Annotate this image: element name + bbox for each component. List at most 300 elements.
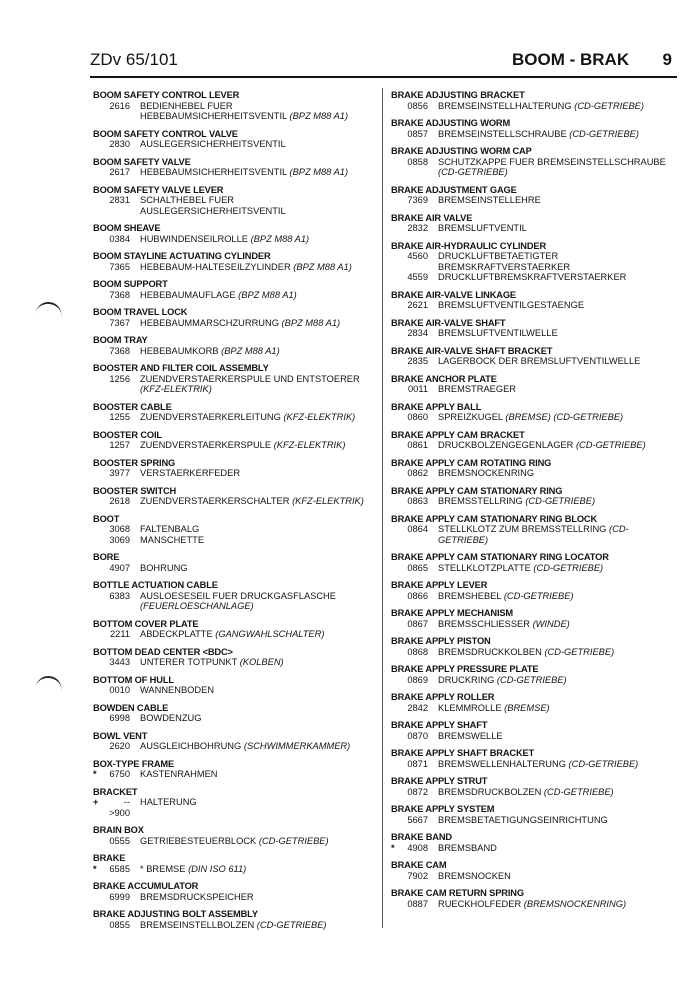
entry-marker [391,703,401,714]
entry-marker [93,892,103,903]
context-note: (KFZ-ELEKTRIK) [292,496,364,507]
page-number: 9 [662,50,672,69]
glossary-entry [391,552,676,573]
glossary-entry [93,909,378,930]
entry-code: 7369 [407,195,428,206]
entry-translation [93,797,378,818]
german-term [438,675,676,686]
entry-term: BOOM SUPPORT [93,279,168,290]
german-text: DRUCKBOLZENGEGENLAGER [438,440,574,451]
german-text: RUECKHOLFEDER [438,898,522,909]
glossary-entry [93,703,378,724]
glossary-entry [93,759,378,780]
entry-code: 7367 [109,317,130,328]
glossary-entry [391,486,676,507]
entry-translation [391,440,676,451]
context-note: (KOLBEN) [239,657,284,668]
german-term [140,234,378,245]
glossary-entry [93,157,378,178]
entry-marker: * [391,842,395,853]
glossary-entry [93,223,378,244]
german-text: ZUENDVERSTAERKERSCHALTER [140,496,290,507]
german-term [140,101,378,122]
entry-term: BOOSTER SWITCH [93,485,177,496]
entry-term: BRAKE APPLY LEVER [391,580,488,591]
entry-term: BORE [93,552,120,563]
entry-code: 2835 [407,356,428,367]
entry-translation [93,657,378,668]
german-text: BREMSEINSTELLSCHRAUBE [438,128,567,139]
entry-code: 0868 [407,646,428,657]
entry-translation [391,412,676,423]
german-text: BREMSEINSTELLEHRE [438,195,541,206]
context-note: (CD-GETRIEBE) [533,562,604,573]
entry-code: 2830 [109,139,130,150]
entry-marker [391,251,401,272]
context-note: (BPZ M88 A1) [289,111,349,122]
glossary-entry [93,335,378,356]
entry-term: BOTTLE ACTUATION CABLE [93,580,218,591]
entry-translation [93,262,378,273]
german-term [140,713,378,724]
entry-code: 0865 [407,562,428,573]
german-term [140,290,378,301]
german-text: DRUCKRING [438,674,495,685]
german-text: AUSLEGERSICHERHEITSVENTIL [140,139,286,150]
context-note: (CD-GETRIEBE) [575,440,646,451]
punch-hole-mark [35,674,63,695]
entry-marker [391,496,401,507]
entry-marker [93,713,103,724]
entry-marker [93,139,103,150]
entry-marker: * [93,769,97,780]
entry-term: BOWL VENT [93,730,148,741]
german-term [438,223,676,234]
entry-code: 3068 [109,524,130,535]
entry-term: BRAKE AIR-VALVE SHAFT [391,317,506,328]
entry-marker [93,741,103,752]
glossary-entry [93,486,378,507]
glossary-entry [391,832,676,853]
entry-translation [93,139,378,150]
german-text: HEBEBAUMAUFLAGE [140,289,236,300]
entry-code: 3069 [109,534,130,545]
german-text: BREMSHEBEL [438,590,502,601]
entry-term: BOOT [93,513,120,524]
glossary-entry [93,731,378,752]
entry-translation [391,223,676,234]
entry-code: 1257 [109,440,130,451]
german-term [438,619,676,630]
entry-term: BOWDEN CABLE [93,702,169,713]
context-note: (CD-GETRIEBE) [438,167,508,178]
german-text: STELLKLOTZPLATTE [438,562,531,573]
glossary-entry [391,860,676,881]
context-note: (CD-GETRIEBE) [503,590,574,601]
entry-code: 0860 [407,412,428,423]
entry-marker [93,318,103,329]
entry-term: BRAKE BAND [391,831,452,842]
german-term [438,524,676,545]
glossary-entry [391,636,676,657]
entry-translation [93,524,378,535]
entry-marker [391,647,401,658]
entry-term: BOOSTER COIL [93,429,162,440]
german-term [438,731,676,742]
entry-code: 0861 [407,440,428,451]
entry-marker [391,272,401,283]
entry-translation [93,535,378,546]
german-term [140,524,378,535]
entry-marker: * [93,863,97,874]
entry-translation [93,290,378,301]
glossary-entry [391,888,676,909]
german-text: BREMSBAND [438,842,497,853]
entry-marker [391,129,401,140]
entry-translation [93,468,378,479]
entry-translation [391,815,676,826]
entry-code: 2618 [109,496,130,507]
glossary-entry [93,514,378,546]
glossary-entry [391,692,676,713]
german-term [140,836,378,847]
german-text: ZUENDVERSTAERKERSPULE [140,440,272,451]
entry-code: 6750 [109,769,130,780]
context-note: (BREMSNOCKENRING) [523,898,627,909]
entry-translation [93,195,378,216]
context-note: (CD-GETRIEBE) [568,758,639,769]
entry-code: 0864 [407,524,428,535]
entry-code: 0867 [407,618,428,629]
german-text: MANSCHETTE [140,534,205,545]
german-term [438,843,676,854]
entry-term: BOOM TRAVEL LOCK [93,307,188,318]
entry-marker [391,524,401,545]
entry-term: BOOSTER CABLE [93,401,172,412]
entry-translation [93,769,378,780]
entry-code: 4560 [407,251,428,262]
context-note: (SCHWIMMERKAMMER) [243,741,351,752]
entry-term: BRACKET [93,786,138,797]
entry-translation [391,251,676,272]
german-term [438,129,676,140]
glossary-entry [391,514,676,546]
entry-marker [93,412,103,423]
glossary-entry [93,402,378,423]
entry-marker [93,234,103,245]
entry-code: 0384 [109,233,130,244]
entry-translation [93,496,378,507]
entry-translation [391,843,676,854]
german-term [438,328,676,339]
entry-code: 0857 [407,128,428,139]
german-text: GETRIEBESTEUERBLOCK [140,835,257,846]
entry-marker [391,619,401,630]
entry-code: 2616 [109,100,130,111]
entry-translation [93,685,378,696]
entry-code: 2621 [407,300,428,311]
entry-term: BOOM SHEAVE [93,223,161,234]
glossary-entry [391,90,676,111]
glossary-entry [391,458,676,479]
entry-term: BRAKE APPLY CAM STATIONARY RING LOCATOR [391,552,609,563]
entry-term: BOOM SAFETY VALVE [93,156,191,167]
entry-code: 6585 [109,863,130,874]
context-note: (GANGWAHLSCHALTER) [215,629,325,640]
entry-code: 0862 [407,468,428,479]
entry-translation [93,591,378,612]
entry-translation [391,496,676,507]
german-text: BREMSSTELLRING [438,496,523,507]
german-term [438,440,676,451]
german-term [140,797,378,818]
entry-marker [391,871,401,882]
entry-code: 2834 [407,328,428,339]
entry-term: BRAKE CAM [391,859,447,870]
entry-code: 0011 [408,384,428,395]
entry-translation [391,787,676,798]
german-term [438,272,676,283]
german-text: ZUENDVERSTAERKERSPULE UND ENTSTOERER [140,373,360,384]
german-term [140,346,378,357]
german-text: BREMSSCHLIESSER [438,618,530,629]
entry-translation [391,524,676,545]
german-term [438,563,676,574]
page-header [90,50,680,74]
entry-term: BRAKE APPLY CAM STATIONARY RING BLOCK [391,513,598,524]
entry-marker [93,468,103,479]
entry-term: BRAKE ADJUSTING WORM CAP [391,145,532,156]
entry-marker [93,101,103,122]
entry-translation [93,920,378,931]
context-note: (CD-GETRIEBE) [438,524,629,545]
entry-term: BRAKE AIR VALVE [391,212,473,223]
glossary-entry [93,675,378,696]
entry-code: 2831 [109,195,130,206]
glossary-entry [391,241,676,283]
entry-marker [391,591,401,602]
german-text: HUBWINDENSEILROLLE [140,233,248,244]
context-note: (BPZ M88 A1) [221,345,280,356]
entry-translation [93,892,378,903]
entry-translation [93,318,378,329]
german-term [438,195,676,206]
glossary-entry [391,580,676,601]
entry-term: BRAKE APPLY PISTON [391,636,491,647]
german-text: BREMSWELLENHALTERUNG [438,758,566,769]
german-text: SCHALTHEBEL FUER AUSLEGERSICHERHEITSVENTIL [140,195,286,216]
glossary-entry [93,185,378,217]
context-note: (CD-GETRIEBE) [569,128,639,139]
entry-translation [93,412,378,423]
german-text: DRUCKLUFTBETAETIGTER BREMSKRAFTVERSTAERKER [438,251,571,272]
entry-translation [391,899,676,910]
entry-marker [93,167,103,178]
entry-marker [93,591,103,612]
entry-translation [93,864,378,875]
german-term [438,157,676,178]
german-term [438,647,676,658]
german-term [140,892,378,903]
context-note: (CD-GETRIEBE) [544,646,615,657]
glossary-entry [391,346,676,367]
german-term [438,101,676,112]
entry-translation [391,300,676,311]
german-term [438,815,676,826]
glossary-entry [93,552,378,573]
column-divider [382,88,383,928]
german-text: BREMSLUFTVENTILGESTAENGE [438,300,585,311]
german-text: WANNENBODEN [140,685,215,696]
entry-code: 0858 [407,156,428,167]
glossary-entry [93,90,378,122]
entry-translation [391,731,676,742]
entry-marker [391,356,401,367]
entry-translation [391,195,676,206]
entry-term: BRAKE APPLY MECHANISM [391,608,514,619]
header-rule [90,76,677,78]
entry-marker: + [93,797,99,808]
entry-translation [391,591,676,602]
entry-code: 1256 [109,373,130,384]
entry-translation [391,356,676,367]
context-note: (BPZ M88 A1) [289,167,349,178]
entry-term: BRAIN BOX [93,825,144,836]
entry-term: BOOM STAYLINE ACTUATING CYLINDER [93,251,271,262]
entry-code: 2620 [109,741,130,752]
entry-term: BOOM TRAY [93,335,148,346]
german-term [140,657,378,668]
entry-marker [93,440,103,451]
entry-term: BRAKE AIR-VALVE LINKAGE [391,289,516,300]
german-text: KASTENRAHMEN [140,769,218,780]
punch-hole-mark [35,300,63,321]
german-term [140,318,378,329]
german-text: BREMSNOCKENRING [438,468,535,479]
entry-term: BRAKE ADJUSTING BOLT ASSEMBLY [93,909,258,920]
german-text: UNTERER TOTPUNKT [140,657,238,668]
german-term [140,468,378,479]
german-term [438,412,676,423]
entry-translation [391,468,676,479]
german-term [438,703,676,714]
entry-term: BRAKE CAM RETURN SPRING [391,887,524,898]
entry-marker [391,101,401,112]
german-term [140,864,378,875]
glossary-entry [93,881,378,902]
german-term [140,496,378,507]
entry-marker [93,629,103,640]
entry-translation [391,384,676,395]
entry-code: 6998 [109,713,130,724]
entry-term: BRAKE APPLY SHAFT [391,720,488,731]
entry-marker [93,535,103,546]
entry-code: 7902 [407,870,428,881]
entry-translation [93,234,378,245]
entry-term: BRAKE ACCUMULATOR [93,881,199,892]
german-text: ZUENDVERSTAERKERLEITUNG [140,412,281,423]
entry-translation [391,759,676,770]
entry-code: 4908 [407,842,428,853]
german-text: KLEMMROLLE [438,702,502,713]
glossary-entry [391,185,676,206]
german-term [438,384,676,395]
german-term [140,535,378,546]
german-text: HEBEBAUM-HALTESEILZYLINDER [140,261,291,272]
german-text: HEBEBAUMSICHERHEITSVENTIL [140,167,287,178]
context-note: (DIN ISO 611) [188,863,247,874]
german-text: BREMSDRUCKSPEICHER [140,891,254,902]
entry-translation [93,167,378,178]
context-note: (KFZ-ELEKTRIK) [273,440,346,451]
entry-code: 0855 [109,919,130,930]
entry-code: 7365 [109,261,130,272]
entry-term: BRAKE ANCHOR PLATE [391,373,497,384]
german-term [438,356,676,367]
glossary-entry [93,251,378,272]
entry-term: BOTTOM DEAD CENTER <BDC> [93,646,233,657]
entry-code: 7368 [109,345,130,356]
german-text: BOWDENZUG [140,713,202,724]
entry-term: BRAKE APPLY CAM STATIONARY RING [391,485,563,496]
entry-marker [391,195,401,206]
entry-translation [93,563,378,574]
german-text: BREMSBETAETIGUNGSEINRICHTUNG [438,814,608,825]
german-term [140,769,378,780]
german-text: BREMSTRAEGER [438,384,517,395]
glossary-entry [93,647,378,668]
context-note: (CD-GETRIEBE) [525,496,596,507]
context-note: (KFZ-ELEKTRIK) [283,412,356,423]
entry-marker [391,731,401,742]
entry-code: 4559 [407,272,428,283]
entry-code: 3977 [109,468,130,479]
entry-marker [93,920,103,931]
german-term [438,468,676,479]
german-term [438,787,676,798]
entry-term: BRAKE ADJUSTING WORM [391,117,511,128]
context-note: (BPZ M88 A1) [250,233,310,244]
entry-term: BOTTOM COVER PLATE [93,618,199,629]
entry-term: BOOSTER SPRING [93,457,176,468]
entry-translation [93,836,378,847]
glossary-entry [93,853,378,874]
entry-marker [93,195,103,216]
german-term [140,195,378,216]
german-term [140,741,378,752]
context-note: (BPZ M88 A1) [293,261,352,272]
entry-translation [93,346,378,357]
entry-code: -->900 [109,797,130,818]
entry-translation [391,101,676,112]
entry-marker [93,685,103,696]
glossary-entry [391,748,676,769]
glossary-entry [93,430,378,451]
entry-code: 2832 [407,223,428,234]
german-term [140,685,378,696]
entry-translation [391,619,676,630]
entry-marker [391,468,401,479]
glossary-entry [391,608,676,629]
glossary-entry [93,787,378,819]
german-term [140,262,378,273]
entry-code: 0870 [407,730,428,741]
entry-marker [391,899,401,910]
glossary-entry [93,619,378,640]
glossary-entry [93,307,378,328]
entry-translation [93,741,378,752]
entry-translation [391,871,676,882]
